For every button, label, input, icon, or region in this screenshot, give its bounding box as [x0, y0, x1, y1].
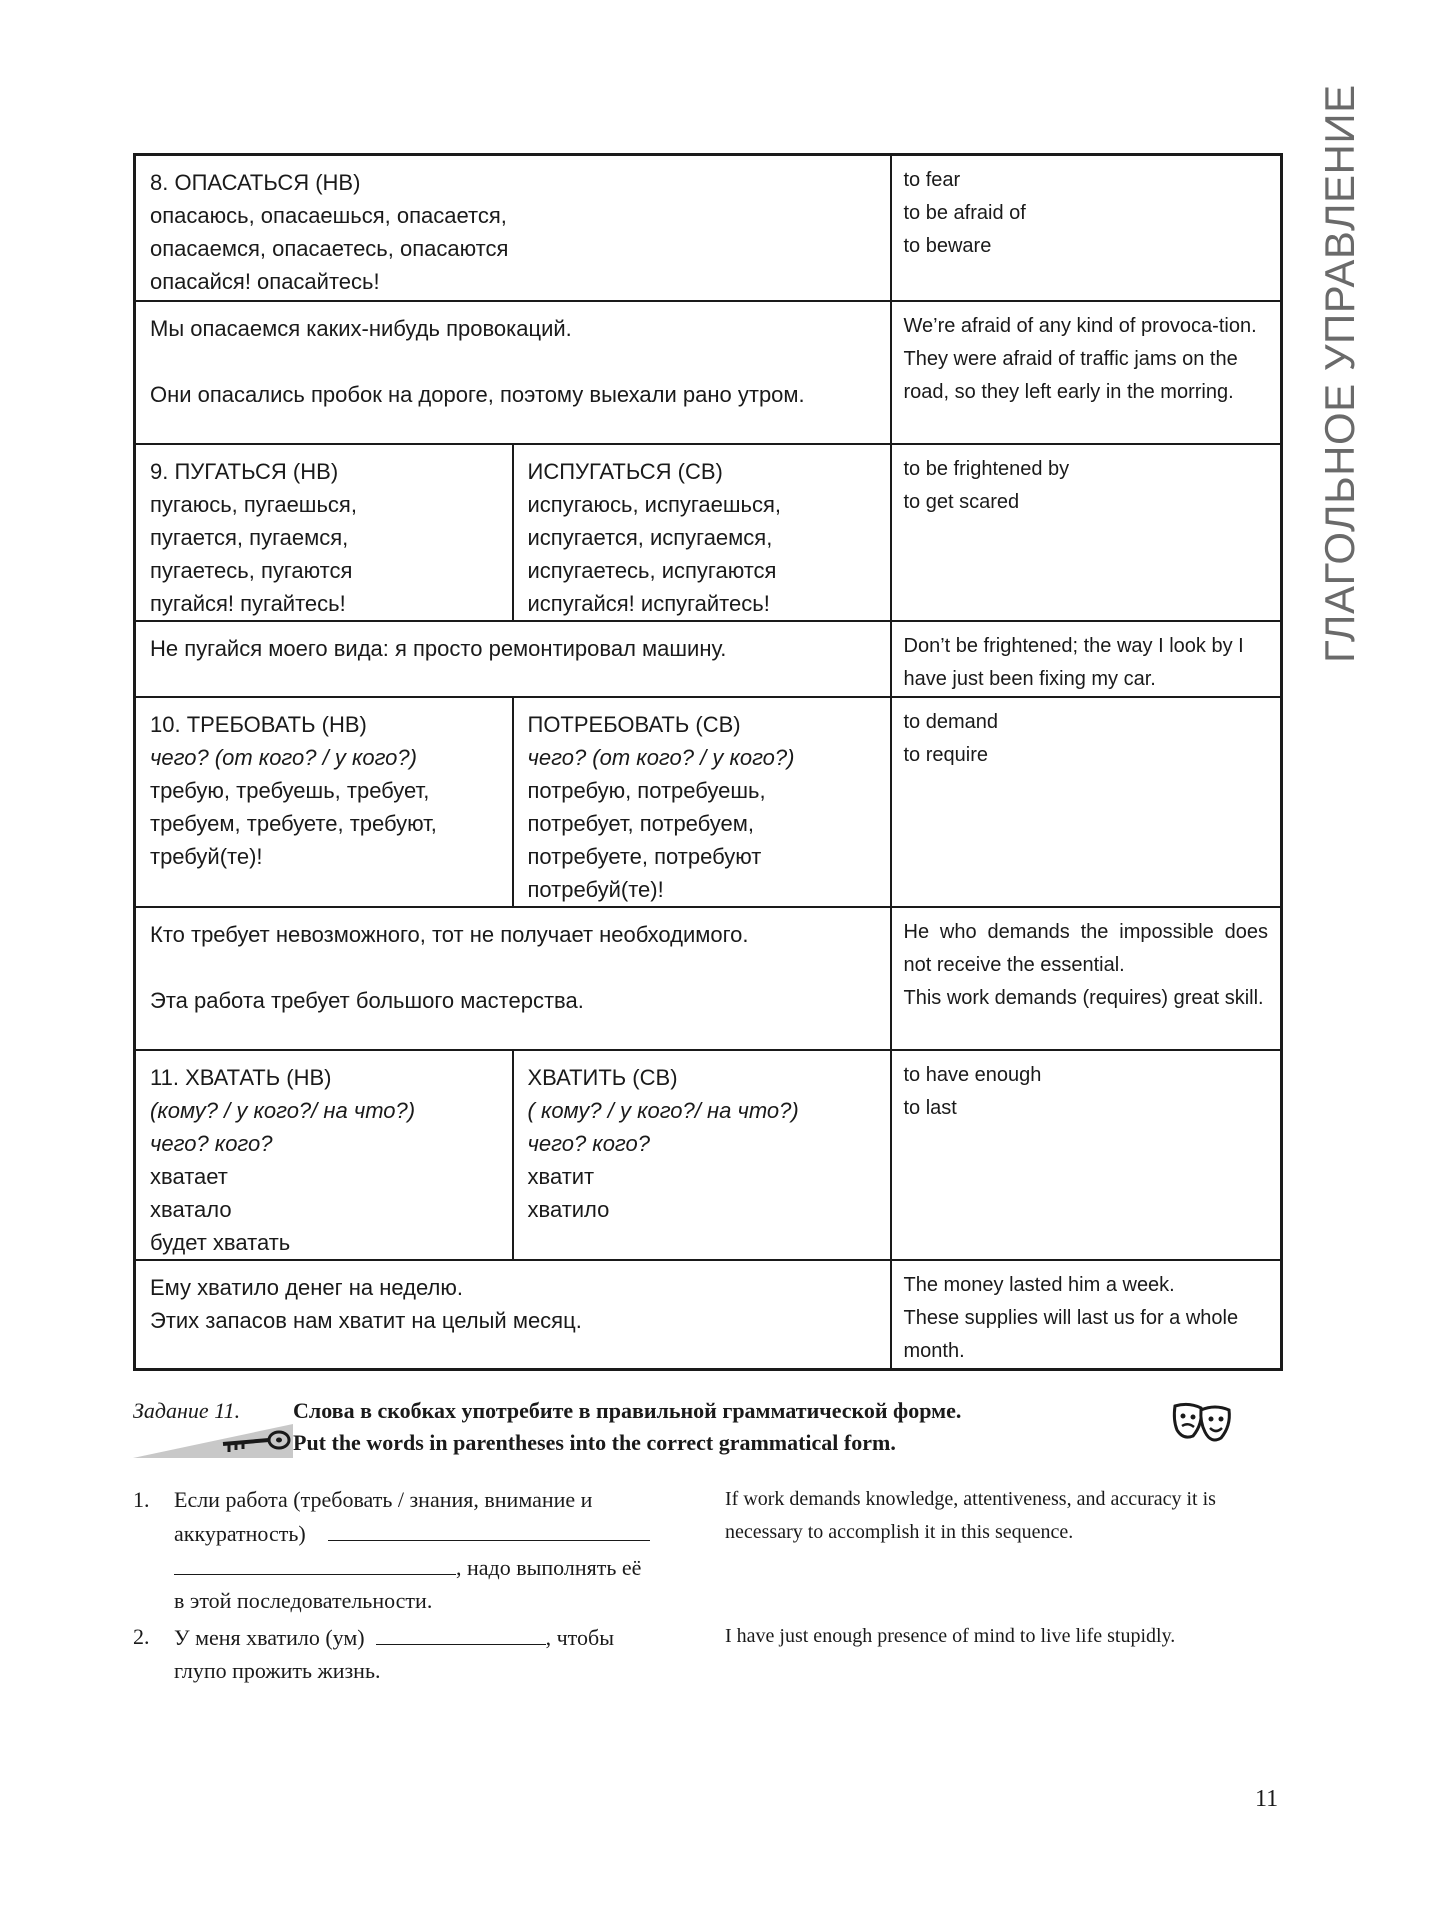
- verb9-translation: to get scared: [903, 490, 1020, 513]
- verb10-example-en: He who demands the impossible does not receive the essential.: [903, 920, 1268, 976]
- verb11-forms-row: [135, 1050, 1282, 1260]
- verb8-translation: to beware: [903, 235, 992, 257]
- verb9-sv-form: испугайся! испугайтесь!: [527, 590, 770, 616]
- verb11-examples-cell: [135, 1260, 891, 1370]
- verb11-sv-government: ( кому? / у кого?/ на что?): [527, 1097, 799, 1123]
- verb11-examples-en-cell: [891, 1260, 1282, 1370]
- exercise-ru: [174, 1620, 684, 1687]
- verb11-nv-government: (кому? / у кого?/ на что?): [150, 1097, 416, 1123]
- answer-blank[interactable]: [328, 1516, 650, 1541]
- verb10-examples-cell: [135, 907, 891, 1050]
- verb9-example-cell: [135, 621, 891, 697]
- verb9-sv-form: испугаетесь, испугаются: [527, 557, 777, 583]
- verb9-sv-form: испугаюсь, испугаешься,: [527, 491, 782, 517]
- verb10-example-ru: Эта работа требует большого мастерства.: [150, 987, 584, 1013]
- verb11-example-ru: Этих запасов нам хватит на целый месяц.: [150, 1307, 582, 1333]
- verb11-examples-row: [135, 1260, 1282, 1370]
- verb10-nv-government: чего? (от кого? / у кого?): [150, 744, 417, 770]
- verb10-sv-form: потребуй(те)!: [527, 876, 664, 902]
- verb11-nv-form: будет хватать: [150, 1229, 291, 1255]
- verb9-nv-form: пугается, пугаемся,: [150, 524, 349, 550]
- verb11-nv-form: хватало: [150, 1196, 232, 1222]
- exercise-ru-line: [174, 1620, 684, 1654]
- verb10-nv-form: требуем, требуете, требуют,: [150, 810, 437, 836]
- verb8-forms-cell: [135, 155, 891, 301]
- verb9-nv-cell: [135, 444, 513, 621]
- verb11-translation: to last: [903, 1096, 957, 1119]
- verb10-translation: to require: [903, 743, 988, 766]
- exercise-number: 1.: [133, 1487, 150, 1512]
- task-instruction-ru: Слова в скобках употребите в правильной грамматической форме.: [293, 1398, 962, 1423]
- exercise-ru-text: , чтобы: [545, 1625, 614, 1650]
- verb9-sv-cell: [513, 444, 891, 621]
- verb10-nv-form: требую, требуешь, требует,: [150, 777, 430, 803]
- verb10-translation-cell: [891, 697, 1282, 907]
- verb10-nv-cell: [135, 697, 513, 907]
- exercise-number: 2.: [133, 1624, 150, 1649]
- verb11-example-en: The money lasted him a week.: [903, 1273, 1175, 1296]
- verb8-translation: to fear: [903, 169, 961, 191]
- chapter-side-title: ГЛАГОЛЬНОЕ УПРАВЛЕНИЕ: [1316, 84, 1363, 663]
- exercise-ru-text: У меня хватило (ум): [174, 1625, 365, 1650]
- verb11-nv-form: хватает: [150, 1163, 228, 1189]
- verb8-examples-en-cell: [891, 301, 1282, 444]
- verb10-sv-header: ПОТРЕБОВАТЬ (СВ): [527, 711, 741, 737]
- verb11-sv-form: хватит: [527, 1163, 595, 1189]
- verb10-forms-row: [135, 697, 1282, 907]
- verb8-examples-cell: [135, 301, 891, 444]
- verb8-forms-row: [135, 155, 1282, 301]
- exercise-ru-line: Если работа (требовать / знания, внимание и: [174, 1487, 593, 1512]
- verb11-example-en: These supplies will last us for a whole month.: [903, 1306, 1239, 1362]
- verb9-forms-row: [135, 444, 1282, 621]
- key-icon: [219, 1428, 291, 1459]
- verb10-sv-form: потребуете, потребуют: [527, 843, 762, 869]
- task-header: [133, 1398, 1280, 1458]
- verb11-sv-form: хватило: [527, 1196, 610, 1222]
- exercise-ru-line: [174, 1550, 684, 1584]
- verb10-example-en: This work demands (requires) great skill.: [903, 986, 1264, 1009]
- verb8-form-line: опасаемся, опасаетесь, опасаются: [150, 236, 509, 261]
- verb8-translation-cell: [891, 155, 1282, 301]
- verb8-example-en: They were afraid of traffic jams on the road, so they left early in the morring.: [903, 347, 1238, 403]
- verb8-example-ru: Мы опасаемся каких-нибудь провокаций.: [150, 315, 572, 341]
- exercise-ru: [174, 1483, 684, 1617]
- verb11-translation: to have enough: [903, 1063, 1042, 1086]
- verb9-translation: to be frightened by: [903, 457, 1070, 480]
- verb10-example-ru: Кто требует невозможного, тот не получает необходимого.: [150, 921, 749, 947]
- verb10-examples-en-cell: [891, 907, 1282, 1050]
- verb-table: [133, 153, 1283, 1371]
- verb9-nv-form: пугайся! пугайтесь!: [150, 590, 346, 616]
- task-instruction-en: Put the words in parentheses into the correct grammatical form.: [293, 1430, 896, 1455]
- verb9-example-en-cell: [891, 621, 1282, 697]
- theater-masks-icon: [1171, 1400, 1233, 1451]
- verb11-nv-cell: [135, 1050, 513, 1260]
- verb11-sv-cell: [513, 1050, 891, 1260]
- verb10-sv-form: потребую, потребуешь,: [527, 777, 766, 803]
- verb9-example-row: [135, 621, 1282, 697]
- answer-blank[interactable]: [174, 1550, 456, 1575]
- page-number: 11: [1255, 1786, 1279, 1812]
- verb11-nv-government: чего? кого?: [150, 1130, 273, 1156]
- verb9-example-en: Don’t be frightened; the way I look by I have just been fixing my car.: [903, 634, 1244, 690]
- verb10-sv-cell: [513, 697, 891, 907]
- verb9-nv-form: пугаюсь, пугаешься,: [150, 491, 357, 517]
- verb10-sv-government: чего? (от кого? / у кого?): [527, 744, 795, 770]
- exercise-ru-text: аккуратность): [174, 1521, 306, 1546]
- verb9-sv-header: ИСПУГАТЬСЯ (СВ): [527, 458, 723, 484]
- verb10-translation: to demand: [903, 710, 999, 733]
- answer-blank[interactable]: [376, 1620, 546, 1645]
- verb11-sv-government: чего? кого?: [527, 1130, 651, 1156]
- verb9-sv-form: испугается, испугаемся,: [527, 524, 773, 550]
- exercise-ru-line: [174, 1516, 684, 1550]
- exercise-ru-text: , надо выполнять её: [456, 1555, 642, 1580]
- verb10-examples-row: [135, 907, 1282, 1050]
- verb8-translation: to be afraid of: [903, 202, 1026, 224]
- verb10-nv-form: требуй(те)!: [150, 843, 263, 869]
- exercise-ru-line: в этой последовательности.: [174, 1588, 433, 1613]
- verb8-examples-row: [135, 301, 1282, 444]
- verb11-sv-header: ХВАТИТЬ (СВ): [527, 1064, 678, 1090]
- verb10-nv-header: 10. ТРЕБОВАТЬ (НВ): [150, 711, 367, 737]
- exercise-en: If work demands knowledge, attentiveness, and accuracy it is necessary to accomplish it in this sequence.: [725, 1488, 1216, 1543]
- verb8-form-line: опасаюсь, опасаешься, опасается,: [150, 203, 507, 228]
- verb9-translation-cell: [891, 444, 1282, 621]
- verb8-form-line: опасайся! опасайтесь!: [150, 269, 380, 294]
- verb8-example-en: We’re afraid of any kind of provoca-tion.: [903, 314, 1257, 337]
- verb10-sv-form: потребует, потребуем,: [527, 810, 755, 836]
- task-label: Задание 11.: [133, 1398, 241, 1423]
- verb8-header: 8. ОПАСАТЬСЯ (НВ): [150, 170, 361, 195]
- exercise-ru-line: глупо прожить жизнь.: [174, 1658, 381, 1683]
- verb11-example-ru: Ему хватило денег на неделю.: [150, 1274, 463, 1300]
- verb9-nv-form: пугаетесь, пугаются: [150, 557, 353, 583]
- verb11-nv-header: 11. ХВАТАТЬ (НВ): [150, 1064, 332, 1090]
- verb9-example-ru: Не пугайся моего вида: я просто ремонтировал машину.: [150, 635, 727, 661]
- verb11-translation-cell: [891, 1050, 1282, 1260]
- verb8-example-ru: Они опасались пробок на дороге, поэтому выехали рано утром.: [150, 381, 805, 407]
- verb9-nv-header: 9. ПУГАТЬСЯ (НВ): [150, 458, 339, 484]
- exercise-en: I have just enough presence of mind to live life stupidly.: [725, 1625, 1176, 1647]
